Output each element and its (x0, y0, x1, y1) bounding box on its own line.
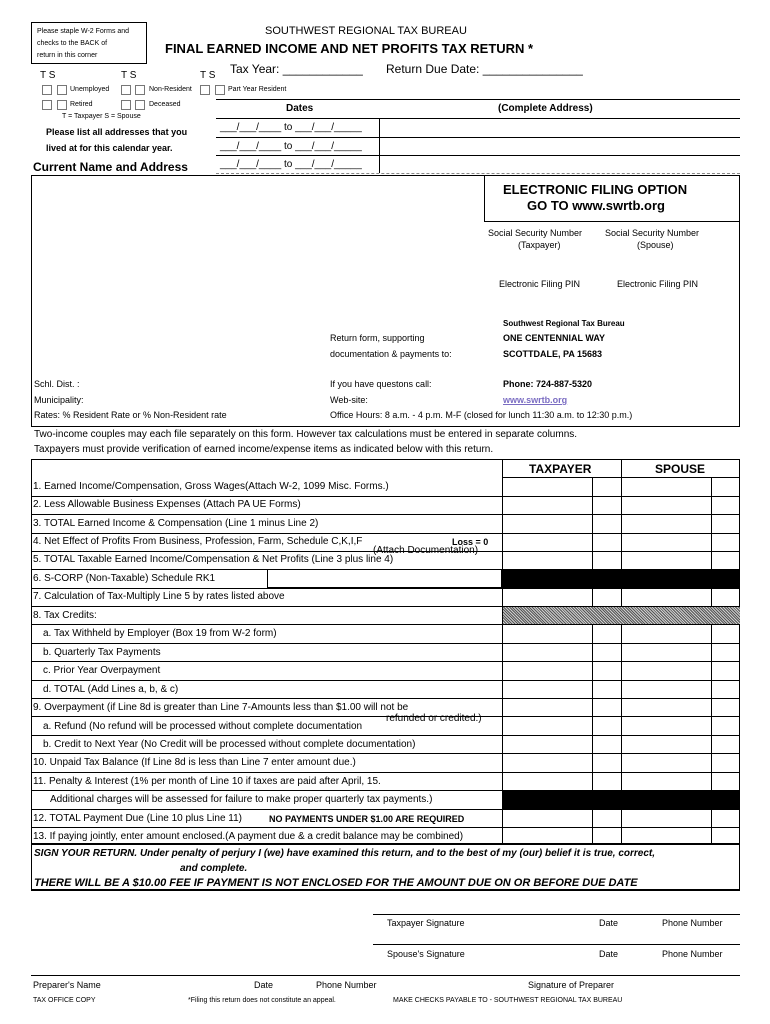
line-6-shaded-cells (503, 570, 740, 588)
line-6-label: 6. S-CORP (Non-Taxable) Schedule RK1 (33, 573, 216, 584)
line-9-cont-label: refunded or credited.) (386, 713, 482, 724)
line-9-label: 9. Overpayment (if Line 8d is greater than Line 7-Amounts less than $1.00 will not be (33, 702, 409, 713)
taxpayer-phone-label: Phone Number (662, 918, 723, 928)
tax-year-field[interactable]: Tax Year: ____________ (230, 62, 363, 76)
row-line-8a (31, 643, 740, 644)
row-line-11b (31, 809, 740, 810)
partyear-s-checkbox[interactable] (215, 85, 225, 95)
bureau-name: SOUTHWEST REGIONAL TAX BUREAU (265, 25, 467, 37)
preparer-phone-label: Phone Number (316, 980, 377, 990)
return-to-label-2: documentation & payments to: (330, 349, 452, 359)
status-legend: T = Taxpayer S = Spouse (62, 113, 141, 120)
unemployed-label: Unemployed (70, 86, 110, 93)
row-line-8c (31, 680, 740, 681)
deceased-label: Deceased (149, 101, 181, 108)
address-row-line-1 (216, 137, 740, 138)
phone-number: Phone: 724-887-5320 (503, 379, 593, 389)
row-line-8b (31, 661, 740, 662)
retired-t-checkbox[interactable] (42, 100, 52, 110)
line-1-label: 1. Earned Income/Compensation, Gross Wages(Attach W-2, 1099 Misc. Forms.) (33, 481, 389, 492)
line-2-label: 2. Less Allowable Business Expenses (Attach PA UE Forms) (33, 499, 301, 510)
sign-notice-line-1: SIGN YOUR RETURN. Under penalty of perjury I (we) have examined this return, and to the best of my (our) belief it is true, correct, (34, 848, 656, 859)
line-7-label: 7. Calculation of Tax-Multiply Line 5 by rates listed above (33, 591, 285, 602)
partyear-t-checkbox[interactable] (200, 85, 210, 95)
ssn-taxpayer-sub: (Taxpayer) (518, 240, 561, 250)
instruction-line-1: Two-income couples may each file separately on this form. However tax calculations must be entered in separate columns. (34, 429, 578, 440)
return-to-name: Southwest Regional Tax Bureau (503, 319, 625, 328)
address-col-divider (379, 118, 380, 173)
footer-payable: MAKE CHECKS PAYABLE TO - SOUTHWEST REGIONAL TAX BUREAU (393, 997, 623, 1004)
dates-header: Dates (286, 103, 314, 114)
website-label: Web-site: (330, 395, 368, 405)
nonresident-t-checkbox[interactable] (121, 85, 131, 95)
date-range-3[interactable]: ___/___/____ to ___/___/_____ (220, 159, 362, 170)
line-11-label: 11. Penalty & Interest (1% per month of Line 10 if taxes are paid after April, 15. (33, 776, 381, 787)
row-line-6 (31, 588, 740, 589)
rates-label: Rates: % Resident Rate or % Non-Resident rate (34, 410, 227, 420)
date-range-1[interactable]: ___/___/____ to ___/___/_____ (220, 122, 362, 133)
deceased-t-checkbox[interactable] (121, 100, 131, 110)
return-to-street: ONE CENTENNIAL WAY (503, 333, 606, 343)
pin-taxpayer-label: Electronic Filing PIN (499, 279, 581, 289)
ts-header-1: T S (40, 70, 56, 81)
office-hours: Office Hours: 8 a.m. - 4 p.m. M-F (closed for lunch 11:30 a.m. to 12:30 p.m.) (330, 410, 633, 420)
staple-note-line-2: checks to the BACK of (37, 40, 108, 47)
partyear-label: Part Year Resident (228, 86, 287, 93)
row-line-12 (31, 827, 740, 828)
efile-line-1: ELECTRONIC FILING OPTION (503, 182, 688, 197)
row-line-8 (31, 624, 740, 625)
school-district-label: Schl. Dist. : (34, 379, 80, 389)
spouse-column-header: SPOUSE (655, 462, 706, 476)
spouse-signature-label: Spouse's Signature (387, 949, 465, 959)
instruction-line-2: Taxpayers must provide verification of earned income/expense items as indicated below with this return. (34, 444, 494, 455)
line-3-label: 3. TOTAL Earned Income & Compensation (Line 1 minus Line 2) (33, 518, 319, 529)
preparer-line[interactable] (31, 975, 740, 976)
row-line-3 (31, 533, 740, 534)
row-line-9a (31, 735, 740, 736)
row-line-9b (31, 753, 740, 754)
line-11-shaded-cells (503, 791, 740, 809)
line-8a-label: a. Tax Withheld by Employer (Box 19 from W-2 form) (43, 628, 277, 639)
complete-address-header: (Complete Address) (498, 103, 593, 114)
spouse-signature-line[interactable] (373, 944, 740, 945)
pin-spouse-label: Electronic Filing PIN (617, 279, 699, 289)
deceased-s-checkbox[interactable] (135, 100, 145, 110)
retired-s-checkbox[interactable] (57, 100, 67, 110)
date-range-2[interactable]: ___/___/____ to ___/___/_____ (220, 141, 362, 152)
taxpayer-column-header: TAXPAYER (529, 462, 592, 476)
address-header-divider (216, 118, 740, 119)
questions-label: If you have questons call: (330, 379, 432, 389)
s-corp-entry-box[interactable] (267, 569, 502, 588)
current-name-address-label: Current Name and Address (33, 160, 188, 174)
ssn-spouse-label: Social Security Number (605, 228, 700, 238)
website-link[interactable]: www.swrtb.org (503, 395, 568, 405)
preparer-signature-label: Signature of Preparer (528, 980, 615, 990)
row-line-10 (31, 772, 740, 773)
spouse-date-label: Date (599, 949, 619, 959)
taxpayer-signature-line[interactable] (373, 914, 740, 915)
return-to-city: SCOTTDALE, PA 15683 (503, 349, 603, 359)
form-title: FINAL EARNED INCOME AND NET PROFITS TAX RETURN * (165, 41, 534, 56)
line-8b-label: b. Quarterly Tax Payments (43, 647, 161, 658)
unemployed-s-checkbox[interactable] (57, 85, 67, 95)
line-4-loss-note: Loss = 0 (452, 537, 489, 547)
line-13-label: 13. If paying jointly, enter amount enclosed.(A payment due & a credit balance may be combined) (33, 831, 464, 842)
line-8-hatched-cells (503, 607, 740, 624)
address-note-line-2: lived at for this calendar year. (46, 143, 173, 153)
staple-note-line-1: Please staple W-2 Forms and (37, 28, 130, 35)
footer-appeal-note: *Filing this return does not constitute an appeal. (188, 997, 336, 1004)
efile-line-2[interactable]: GO TO www.swrtb.org (527, 198, 665, 213)
line-4-label: 4. Net Effect of Profits From Business, Profession, Farm, Schedule C,K,I,F (33, 536, 363, 547)
taxpayer-signature-label: Taxpayer Signature (387, 918, 465, 928)
line-12-label: 12. TOTAL Payment Due (Line 10 plus Line 11) (33, 813, 243, 824)
municipality-label: Municipality: (34, 395, 84, 405)
spouse-phone-label: Phone Number (662, 949, 723, 959)
preparer-name-label: Preparer's Name (33, 980, 101, 990)
nonresident-s-checkbox[interactable] (135, 85, 145, 95)
line-11-cont-label: Additional charges will be assessed for failure to make proper quarterly tax payments.) (50, 794, 433, 805)
row-line-8d (31, 698, 740, 699)
spouse-col-left (621, 459, 622, 844)
line-5-label: 5. TOTAL Taxable Earned Income/Compensation & Net Profits (Line 3 plus line 4) (33, 554, 394, 565)
sign-notice-line-3: THERE WILL BE A $10.00 FEE IF PAYMENT IS NOT ENCLOSED FOR THE AMOUNT DUE ON OR BEFORE DUE DATE (34, 877, 638, 889)
line-4-attach-note: (Attach Documentation) (373, 545, 479, 556)
preparer-date-label: Date (254, 980, 274, 990)
return-to-label-1: Return form, supporting (330, 333, 425, 343)
address-dashed-divider (216, 173, 740, 174)
address-row-line-2 (216, 155, 740, 156)
footer-copy: TAX OFFICE COPY (33, 997, 96, 1004)
nonresident-label: Non-Resident (149, 86, 192, 93)
line-8c-label: c. Prior Year Overpayment (43, 665, 161, 676)
row-line-2 (31, 514, 740, 515)
retired-label: Retired (70, 101, 93, 108)
line-9a-label: a. Refund (No refund will be processed without complete documentation (43, 721, 363, 732)
col-header-line (502, 477, 740, 478)
line-10-label: 10. Unpaid Tax Balance (If Line 8d is less than Line 7 enter amount due.) (33, 757, 356, 768)
sign-notice-line-2: and complete. (180, 863, 248, 874)
due-date-field[interactable]: Return Due Date: _______________ (386, 62, 583, 76)
line-9b-label: b. Credit to Next Year (No Credit will be processed without complete documentation) (43, 739, 416, 750)
line-8d-label: d. TOTAL (Add Lines a, b, & c) (43, 684, 179, 695)
line-8-label: 8. Tax Credits: (33, 610, 97, 621)
row-line-1 (31, 496, 740, 497)
address-note-line-1: Please list all addresses that you (46, 127, 188, 137)
ts-header-2: T S (121, 70, 137, 81)
unemployed-t-checkbox[interactable] (42, 85, 52, 95)
ts-header-3: T S (200, 70, 216, 81)
taxpayer-col-left (502, 459, 503, 844)
line-12-note: NO PAYMENTS UNDER $1.00 ARE REQUIRED (269, 814, 465, 824)
ssn-spouse-sub: (Spouse) (637, 240, 674, 250)
staple-note-line-3: return in this corner (37, 52, 98, 59)
ssn-taxpayer-label: Social Security Number (488, 228, 583, 238)
address-table-top (216, 99, 740, 100)
taxpayer-date-label: Date (599, 918, 619, 928)
